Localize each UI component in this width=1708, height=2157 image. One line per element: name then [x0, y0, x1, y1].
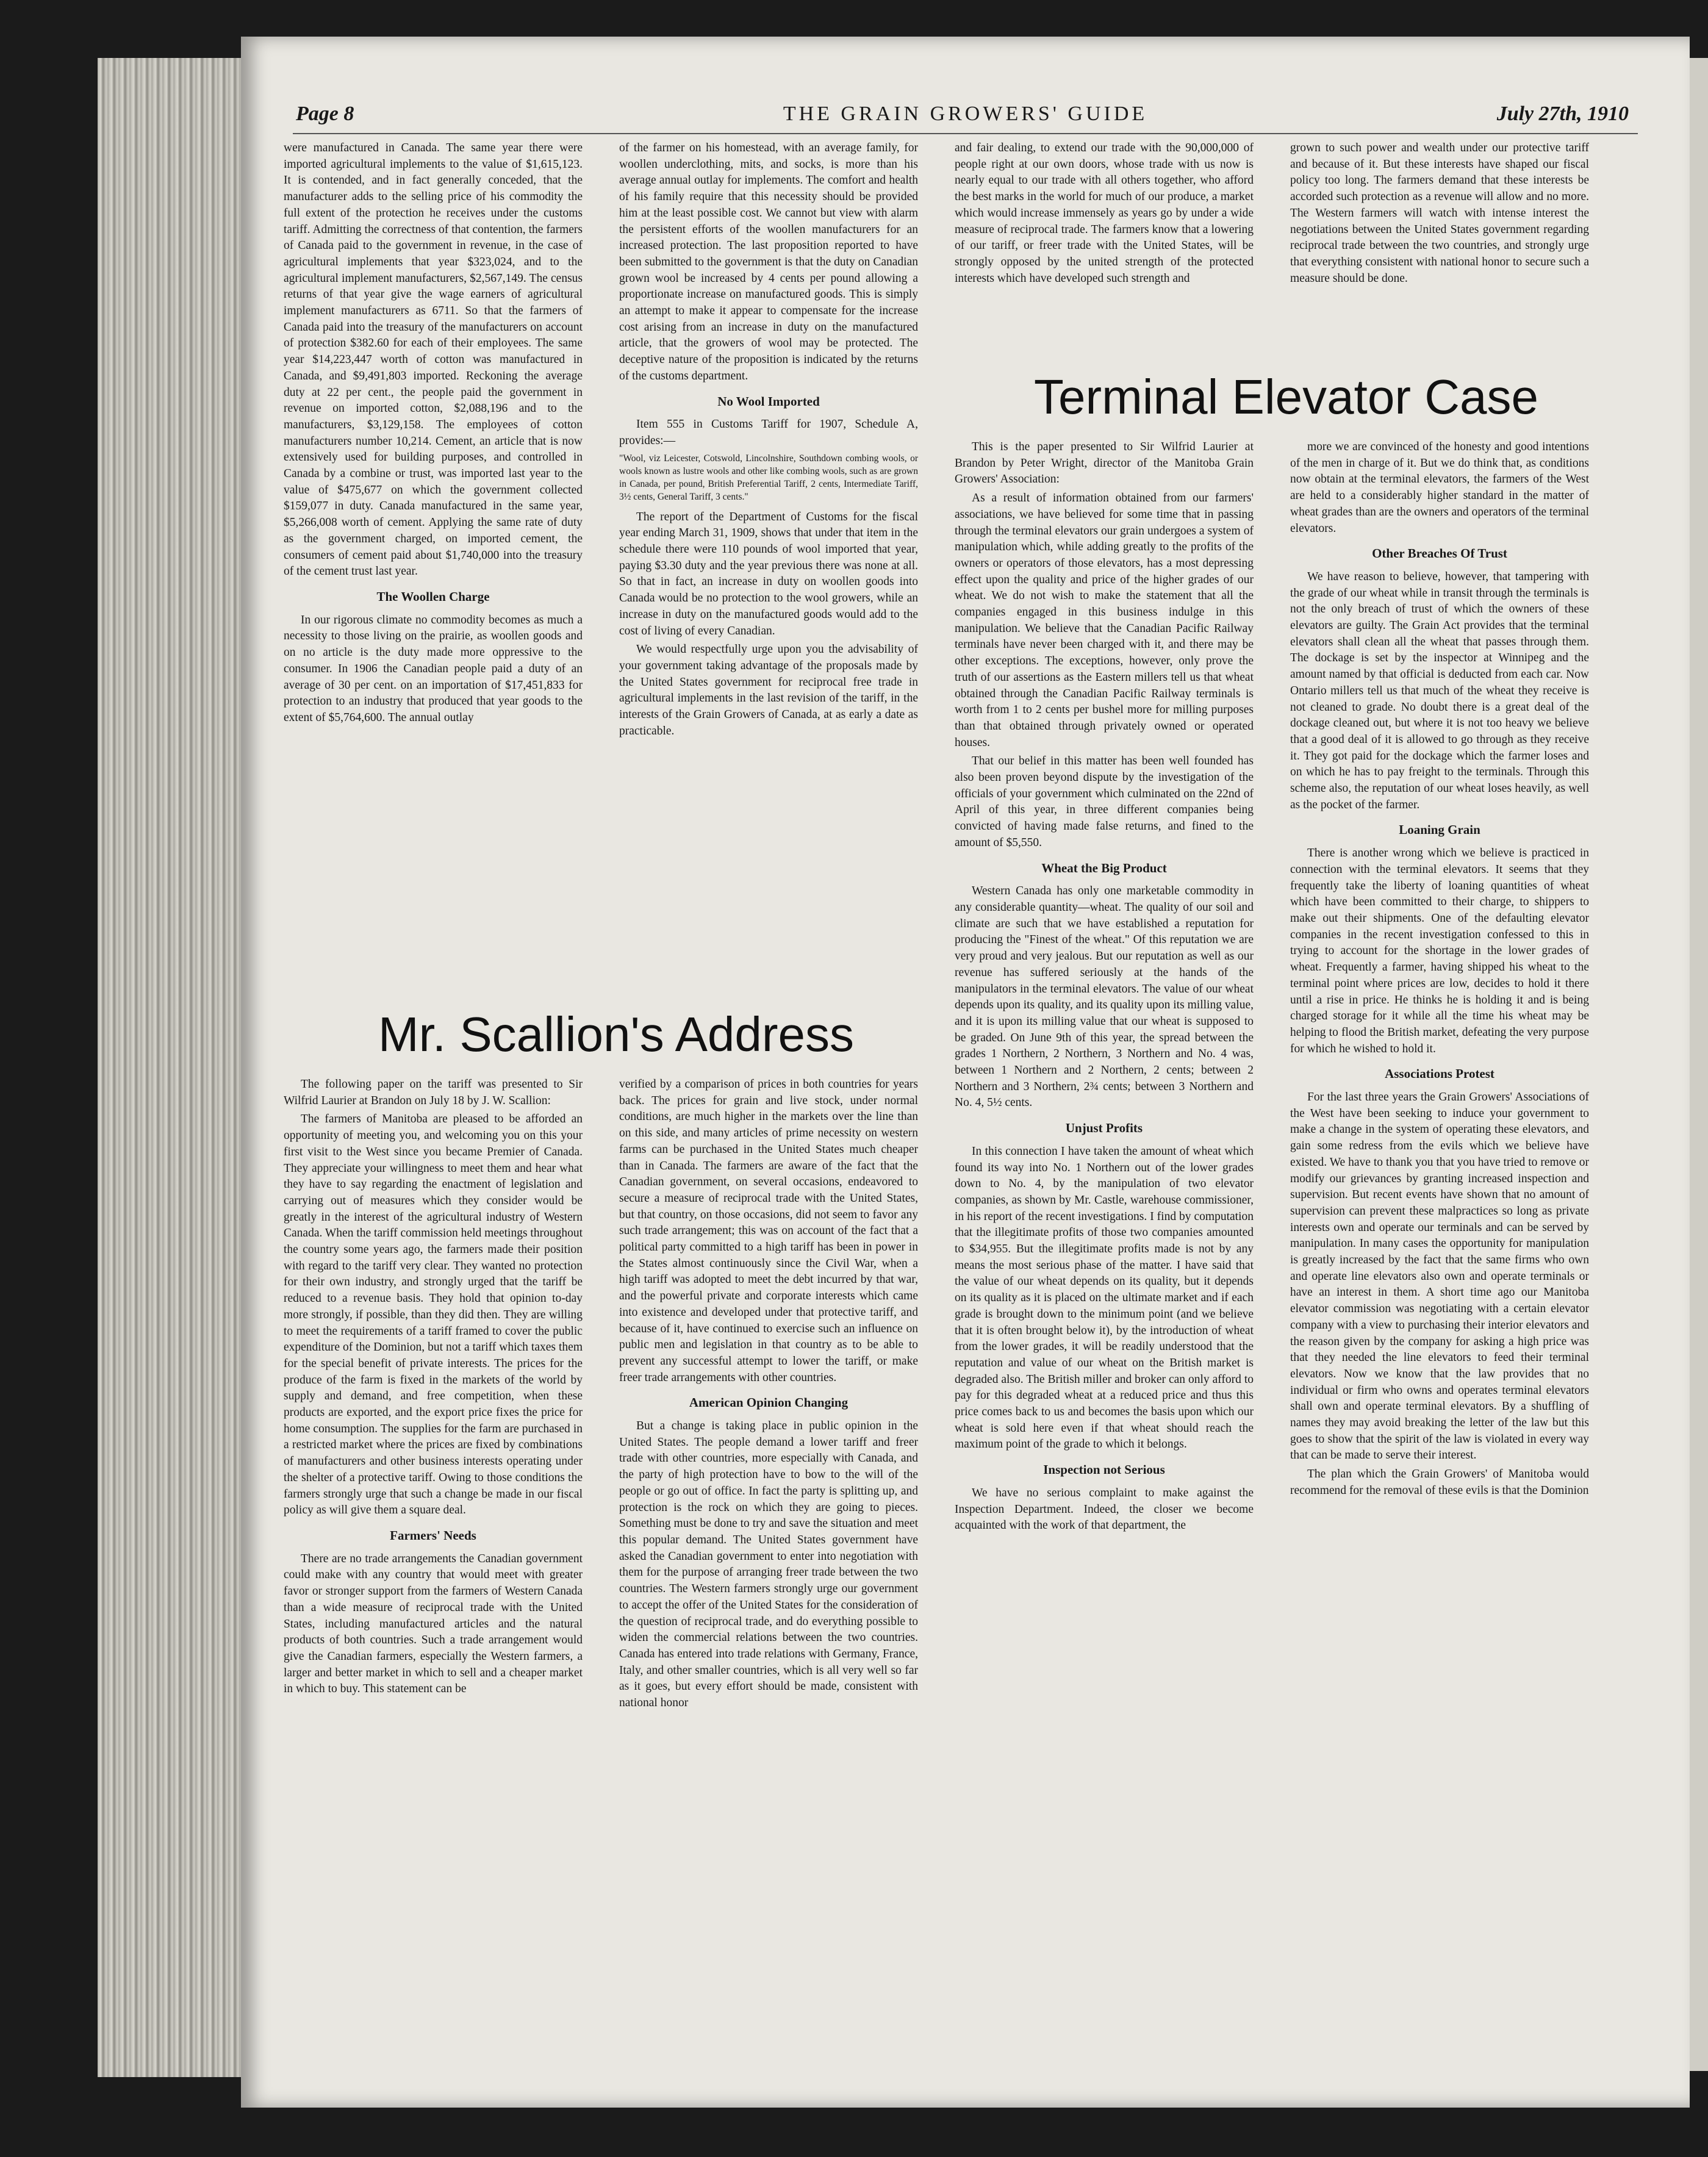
- paragraph: For the last three years the Grain Growers' Associations of the West have been seeking to induce your government to make a change in the system of operating these elevators, and gain some redress from the evils which we believe have existed. We have to thank you that you have tried to remove or modify our grievances by granting increased inspection and supervision. But recent events have shown that no amount of supervision can prevent these malpractices so long as private interests own and operate our terminals and can be served by manipulation. In many cases the opportunity for manipulation is greatly increased by the fact that the same firms who own and operate line elevators also own and operate terminals or have an interest in them. A short time ago our Manitoba elevator commission was negotiating with a certain elevator company with a view to purchasing their interior elevators and the reason given by the company for asking a high price was that they needed the line elevators to feed their terminal elevators. Now we know that the law provides that no individual or firm who owns and operates terminal elevators shall own and operate terminal elevators. By a shuffling of names they may avoid breaking the letter of the law but this goes to show that the spirit of the law is violated in every way that can be made to serve their interest.: [1290, 1091, 1589, 1462]
- page-number: Page 8: [296, 102, 354, 125]
- paragraph: The farmers of Manitoba are pleased to be afforded an opportunity of meeting you, and welcoming you on this your first visit to the West since you became Premier of Canada. They appreciate your willingness to meet them and hear what they have to say regarding the enactment of legislation and carrying out of measures which they consider would be greatly in the interest of the agricultural industry of Western Canada. When the tariff commission held meetings throughout the country some years ago, the farmers made their position with regard to the tariff very clear. They wanted no protection for their own industry, and strongly urged that the tariff be reduced to a revenue basis. They hold that opinion to-day more strongly, if possible, than they did then. They are willing to meet the requirements of a tariff framed to cover the public expenditure of the Dominion, but not a tariff which taxes them for the special benefit of private interests. The prices for the produce of the farm is fixed in the markets of the world by supply and demand, and free competition, when these products are exported, and the export price fixes the price for home consumption. The supplies for the farm are purchased in a restricted market where the prices are fixed by combinations of manufacturers and other business interests operating under the shelter of a protective tariff. Owing to those conditions the farmers strongly urge that such a change be made in our fiscal policy as will give them a square deal.: [284, 1113, 583, 1517]
- paragraph: and fair dealing, to extend our trade with the 90,000,000 of people right at our own doors, whose trade with us now is nearly equal to our trade with all others together, who afford the best marks in the world for much of our produce, a market which would increase immensely as years go by under a wide measure of reciprocal trade. The farmers know that a lowering of our tariff, or freer trade with the United States, will be strongly opposed by the united strength of the protected interests which have developed such strength and: [955, 142, 1254, 285]
- paragraph: This is the paper presented to Sir Wilfrid Laurier at Brandon by Peter Wright, director of the Manitoba Grain Growers' Association:: [955, 440, 1254, 486]
- subheading: American Opinion Changing: [689, 1395, 849, 1410]
- subheading: No Wool Imported: [717, 393, 820, 409]
- column-2-scallion: [619, 1077, 918, 1714]
- terminal-elevator-headline: Terminal Elevator Case: [1034, 370, 1538, 424]
- book-page-edge-right: [1690, 58, 1708, 2071]
- column-4-terminal: [1290, 439, 1589, 1502]
- subheading: Inspection not Serious: [1043, 1462, 1165, 1477]
- paragraph: of the farmer on his homestead, with an average family, for woollen underclothing, mits, and socks, is more than his average annual outlay for implements. The comfort and health of his family require that this necessity should be provided him at the least possible cost. We cannot but view with alarm the persistent efforts of the woollen manufacturers for an increased protection. The last proposition reported to have been submitted to the government is that the duty on Canadian grown wool be increased by 4 cents per pound allowing a proportionate increase on manufactured goods. This is simply an attempt to make it appear to compensate for the increase cost arising from an increase in duty on the manufactured article, that the growers of wool may be protected. The deceptive nature of the proposition is indicated by the returns of the customs department.: [619, 142, 918, 382]
- subheading: Unjust Profits: [1065, 1121, 1143, 1136]
- paragraph: were manufactured in Canada. The same year there were imported agricultural implements to the value of $1,615,123. It is contended, and in fact generally conceded, that the manufacturer adds to the selling price of his commodity the full extent of the protection he receives under the customs tariff. Admitting the correctness of that contention, the farmers of Canada paid to the government in revenue, in the case of agricultural implements that year $323,024, and to the agricultural implement manufacturers, $2,567,149. The census returns of that year give the wage earners of agricultural implement manufacturers as 6711. So that the farmers of Canada paid into the treasury of the manufacturers on account of protection $382.60 for each of their employees. The same year $14,223,447 worth of cotton was manufactured in Canada, and $9,491,803 imported. Reckoning the average duty at 22 per cent., the people paid the government in revenue on imported cotton, $2,088,196 and to the manufacturers, $3,129,158. The employees of cotton manufacturers number 10,214. Cement, an article that is now extensively used for building purposes, and controlled in Canada by a combine or trust, was imported last year to the value of $475,677 on which the government collected $159,077 in duty. Canada manufactured in the same year, $5,266,008 worth of cement. Applying the same rate of duty as the government charged, on imported cement, the consumers of cement paid about $1,740,000 into the treasury of the cement trust last year.: [284, 142, 583, 578]
- subheading: Wheat the Big Product: [1041, 860, 1167, 875]
- paragraph: We have no serious complaint to make against the Inspection Department. Indeed, the closer we become acquainted with the work of that department, the: [955, 1486, 1254, 1532]
- scallion-headline: Mr. Scallion's Address: [378, 1007, 855, 1061]
- paragraph: There is another wrong which we believe is practiced in connection with the terminal elevators. It seems that they frequently take the liberty of loaning quantities of wheat which have been committed to their charge, to shippers to make out their shipments. One of the defaulting elevator companies in the recent investigation confessed to this in trying to account for the shortage in the lower grades of wheat. Frequently a farmer, having shipped his wheat to the terminal point where prices are low, decides to hold it there until a rise in price. He thinks he is holding it and is being charged storage for it while all the time his wheat may be helping to flood the British market, defeating the very purpose for which he wished to hold it.: [1290, 847, 1589, 1055]
- paragraph: We have reason to believe, however, that tampering with the grade of our wheat while in transit through the terminals is not the only breach of trust of which the owners of these elevators are guilty. The Grain Act provides that the terminal elevators shall clean all the wheat that passes through them. The dockage is set by the inspector at Winnipeg and the amount named by that official is deducted from each car. Now Ontario millers tell us that much of the wheat they receive is not cleaned to grade. No doubt there is a great deal of the dockage cleaned out, but where it is not too heavy we believe that a good deal of it is allowed to go through as they receive it. They got paid for the dockage which the farmer loses and on which he has to pay freight to the terminals. Through this scheme also, the reputation of our wheat loses heavily, as well as the pocket of the farmer.: [1290, 570, 1589, 811]
- paragraph: Western Canada has only one marketable commodity in any considerable quantity—wheat. The quality of our soil and climate are such that we have established a reputation for producing the "Finest of the wheat." Of this reputation we are very proud and very jealous. But our reputation as well as our revenue has suffered seriously at the hands of the manipulators in the terminal elevators. The value of our wheat depends upon its quality, and its quality upon its milling value, and it is upon its milling value that our wheat is supposed to be graded. On June 9th of this year, the spread between the grades 1 Northern, 2 Northern, 3 Northern and No. 4 was, between 1 Northern and 2 Northern, 2 cents; between 2 Northern and 3 Northern, 2¾ cents; between 3 Northern and No. 4, 5½ cents.: [955, 885, 1254, 1110]
- paragraph: In this connection I have taken the amount of wheat which found its way into No. 1 Northern out of the lower grades down to No. 4, by the manipulation of two elevator companies, as shown by Mr. Castle, warehouse commissioner, in his report of the recent investigations. I find by computation that the illegitimate profits of those two companies amounted to $34,955. But the illegitimate profits made is not by any means the most serious phase of the matter. I have said that the value of our wheat depends on its quality, but it depends on its quality as it is placed on the ultimate market and if each grade is brought down to the minimum point (and we believe that it is often brought below it), by the introduction of wheat from the lower grades, it will be readily understood that the reputation and value of our wheat on the British market is degraded also. The British miller and broker can only afford to pay for this degraded wheat at a reduced price and thus this price comes back to us and becomes the basis upon which our wheat is sold here even if that wheat should reach the maximum point of the grade to which it belongs.: [955, 1144, 1254, 1451]
- paragraph: In our rigorous climate no commodity becomes as much a necessity to those living on the prairie, as woollen goods and on no article is the duty made more oppressive to the consumer. In 1906 the Canadian people paid a duty of an average of 30 per cent. on an importation of $17,451,833 for protection to an industry that produced that year goods to the extent of $5,764,600. The annual outlay: [284, 613, 583, 724]
- column-2-top: [619, 140, 918, 742]
- paragraph: There are no trade arrangements the Canadian government could make with any country that would meet with greater favor or stronger support from the farmers of Western Canada than a wide measure of reciprocal trade with the United States, including manufactured articles and the natural products of both countries. Such a trade arrangement would give the Canadian farmers, especially the Western farmers, a larger and better market in which to sell and a cheaper market in which to buy. This statement can be: [284, 1552, 583, 1696]
- paragraph: Item 555 in Customs Tariff for 1907, Schedule A, provides:—: [619, 418, 918, 447]
- column-3-terminal: [955, 439, 1254, 1537]
- newspaper-page: [241, 37, 1690, 2108]
- paragraph: The plan which the Grain Growers' of Manitoba would recommend for the removal of these evils is that the Dominion: [1290, 1468, 1589, 1497]
- subheading: Loaning Grain: [1399, 822, 1480, 838]
- paragraph: more we are convinced of the honesty and good intentions of the men in charge of it. But we do think that, as conditions now obtain at the terminal elevators, the farmers of the West are held to a considerably higher standard in the matter of wheat grades than are the owners and operators of the terminal elevators.: [1290, 440, 1589, 535]
- paragraph: But a change is taking place in public opinion in the United States. The people demand a lower tariff and freer trade with other countries, more especially with Canada, and the party of high protection have to bow to the will of the people or go out of office. In fact the party is splitting up, and protection is the rock on which they are going to pieces. Something must be done to try and save the situation and meet this popular demand. The United States government have asked the Canadian government to enter into negotiation with them for the purpose of arranging freer trade between the two countries. The Western farmers strongly urge our government to accept the offer of the United States for the consideration of the question of reciprocal trade, and do everything possible to widen the commercial relations between the two countries. Canada has entered into trade relations with Germany, France, Italy, and other smaller countries, which is all very well so far as it goes, but every effort should be made, consistent with national honor: [619, 1419, 918, 1710]
- paragraph: That our belief in this matter has been well founded has also been proven beyond dispute by the investigation of the officials of your government which culminated on the 22nd of April of this year, in three different companies being convicted of having made false returns, and fined to the amount of $5,550.: [955, 755, 1254, 849]
- column-1-top: [284, 140, 583, 729]
- subheading: Farmers' Needs: [390, 1527, 476, 1543]
- paragraph: verified by a comparison of prices in both countries for years back. The prices for grain and live stock, under normal conditions, are much higher in the markets over the line than on this side, and many articles of prime necessity on western farms can be purchased in the United States much cheaper than in Canada. The farmers are aware of the fact that the Canadian government, on several occasions, endeavored to secure a measure of reciprocal trade with the United States, but that country, on those occasions, did not seem to favor any such trade arrangement; this was on account of the fact that a political party committed to a high tariff has been in power in the States almost continuously since the Civil War, when a high tariff was adopted to meet the debt incurred by that war, and the powerful private and corporate interests which came into existence and developed under that protective tariff, and because of it, have continued to exercise such an influence on public men and legislation in that country as to be able to prevent any successful attempt to lower the tariff, or make freer trade arrangements with other countries.: [619, 1078, 918, 1384]
- subheading: Associations Protest: [1385, 1066, 1494, 1082]
- subheading: The Woollen Charge: [376, 589, 490, 604]
- paragraph: We would respectfully urge upon you the advisability of your government taking advantage of the proposals made by the United States government for reciprocal free trade in agricultural implements in the last revision of the tariff, in the interests of the Grain Growers of Canada, at as early a date as practicable.: [619, 643, 918, 738]
- column-3-top: [955, 140, 1254, 289]
- subheading: Other Breaches Of Trust: [1372, 546, 1507, 561]
- column-1-scallion: [284, 1077, 583, 1700]
- paragraph: As a result of information obtained from our farmers' associations, we have believed for some time that in passing through the terminal elevators our grain undergoes a system of manipulation which, while adding greatly to the profits of the owners or operators of those elevators, has a most depressing effect upon the quality and price of the higher grades of our wheat. We do not wish to make the statement that all the companies engaged in this business indulge in this manipulation. We believe that the Canadian Pacific Railway terminals have never been charged with it, and there may be other exceptions. The exceptions, however, only prove the truth of our assertions as the Eastern millers tell us that wheat obtained through the Canadian Pacific Railway terminals is worth from 1 to 2 cents per bushel more for milling purposes than that obtained through privately owned or operated houses.: [955, 492, 1254, 749]
- publication-title: THE GRAIN GROWERS' GUIDE: [783, 102, 1148, 125]
- paragraph: The report of the Department of Customs for the fiscal year ending March 31, 1909, shows that under that item in the schedule there were 110 pounds of wool imported that year, paying $3.30 duty and the year previous there was none at all. So that in fact, an increase in duty on woollen goods into Canada would be no protection to the wool growers, while an increase in duty on the manufactured goods would add to the cost of living of every Canadian.: [619, 510, 918, 637]
- paragraph: grown to such power and wealth under our protective tariff and because of it. But these interests have shaped our fiscal policy too long. The farmers demand that these interests be accorded such protection as a revenue will allow and no more. The Western farmers will watch with intense interest the negotiations between the United States government regarding reciprocal trade between the two countries, and strongly urge that everything consistent with national honor to secure such a measure should be done.: [1290, 142, 1589, 285]
- column-4-top: [1290, 140, 1589, 289]
- paragraph: The following paper on the tariff was presented to Sir Wilfrid Laurier at Brandon on July 18 by J. W. Scallion:: [284, 1078, 583, 1107]
- issue-date: July 27th, 1910: [1496, 102, 1629, 125]
- header-rule: [293, 133, 1638, 134]
- book-page-edges: [98, 58, 250, 2077]
- quoted-tariff-item: "Wool, viz Leicester, Cotswold, Lincolnshire, Southdown combing wools, or wools known as lustre wools and other like combing wools, such as are grown in Canada, per pound, British Preferential Tariff, 2 cents, Intermediate Tariff, 3½ cents, General Tariff, 3 cents.": [619, 453, 918, 502]
